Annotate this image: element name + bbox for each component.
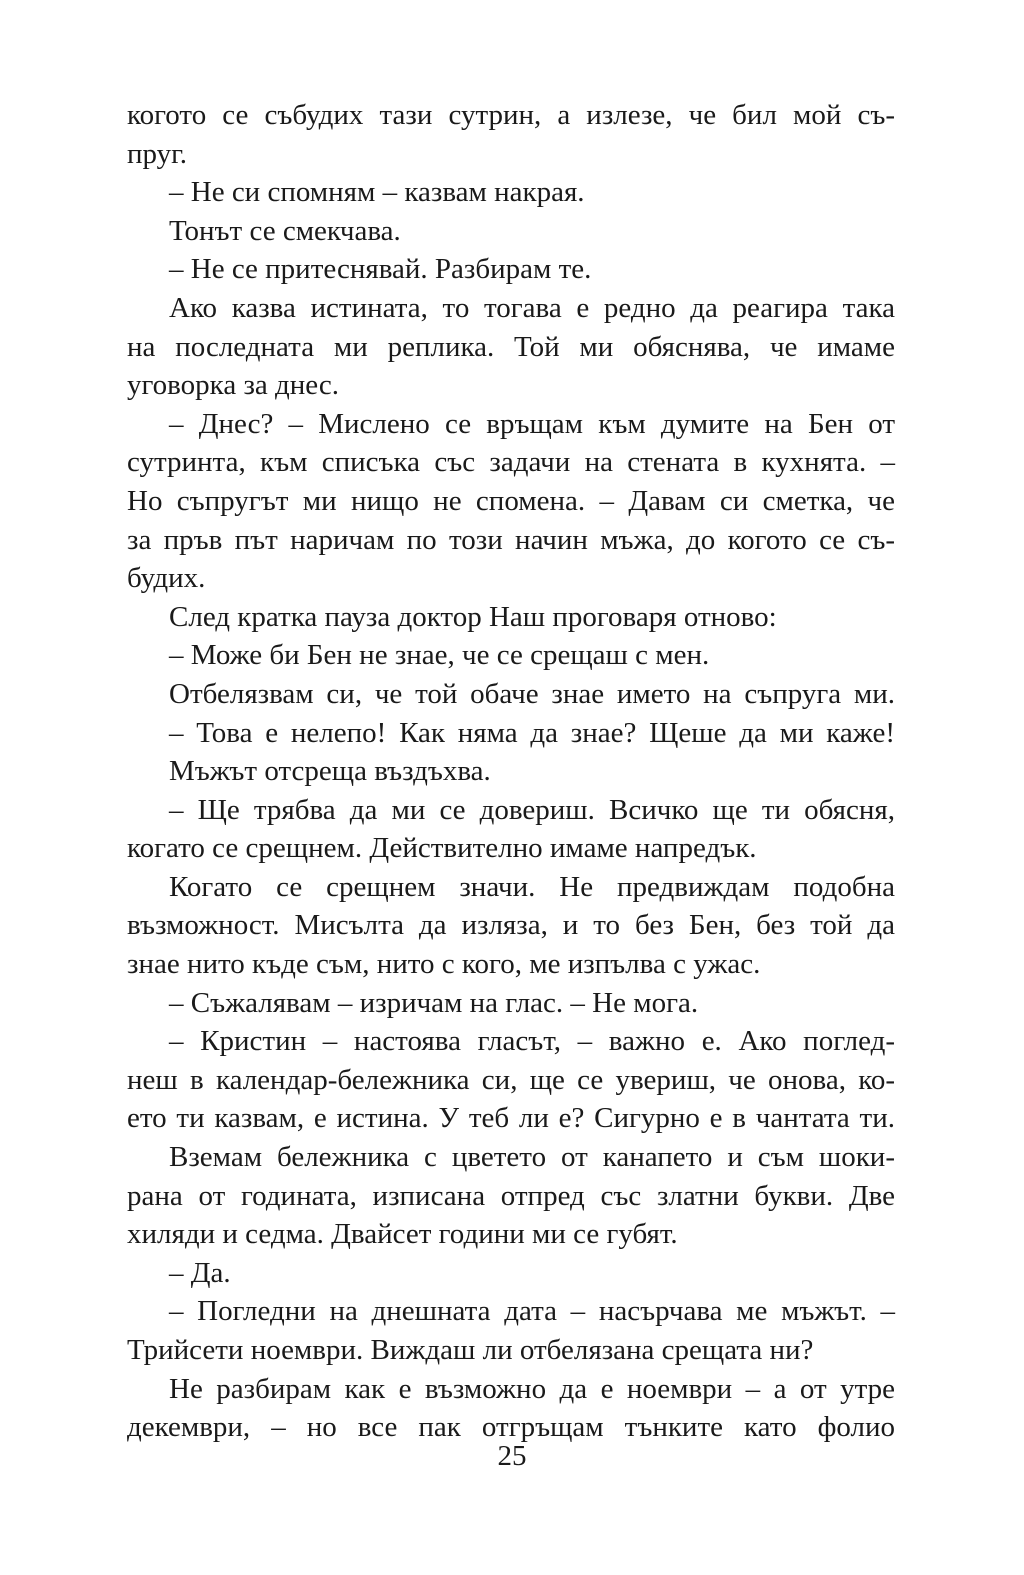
text-line: – Погледни на днешната дата – насърчава ме мъжът. – bbox=[169, 1295, 895, 1328]
text-line: – Да. bbox=[169, 1256, 231, 1289]
text-line: Мъжът отсреща въздъхва. bbox=[169, 755, 491, 788]
text-line: Когато се срещнем значи. Не предвиждам подобна bbox=[169, 870, 895, 903]
text-line: – Това е нелепо! Как няма да знае? Щеше да ми каже! bbox=[169, 716, 895, 749]
text-line: сутринта, към списъка със задачи на стената в кухнята. – bbox=[127, 446, 895, 479]
text-line: – Не си спомням – казвам накрая. bbox=[169, 176, 585, 209]
text-line: когото се събудих тази сутрин, а излезе, че бил мой съ- bbox=[127, 99, 895, 131]
text-line: Вземам бележника с цветето от канапето и съм шоки- bbox=[169, 1141, 895, 1174]
text-line: – Съжалявам – изричам на глас. – Не мога. bbox=[169, 986, 699, 1019]
text-line: уговорка за днес. bbox=[127, 369, 340, 402]
text-line: – Кристин – настоява гласът, – важно е. Ако поглед- bbox=[169, 1025, 895, 1058]
text-line: Ако казва истината, то тогава е редно да реагира така bbox=[169, 291, 895, 324]
text-line: декември, – но все пак отгръщам тънките като фолио bbox=[127, 1411, 895, 1444]
text-line: – Не се притеснявай. Разбирам те. bbox=[169, 253, 592, 286]
text-line: – Днес? – Мислено се връщам към думите на Бен от bbox=[169, 407, 895, 440]
text-line: ето ти казвам, е истина. У теб ли е? Сигурно е в чантата ти. bbox=[127, 1102, 895, 1135]
text-line: Не разбирам как е възможно да е ноември – а от утре bbox=[169, 1372, 895, 1405]
text-line: – Може би Бен не знае, че се срещаш с мен. bbox=[169, 639, 710, 672]
text-line: знае нито къде съм, нито с кого, ме изпълва с ужас. bbox=[127, 948, 761, 981]
text-line: пруг. bbox=[127, 137, 188, 170]
text-line: на последната ми реплика. Той ми обяснява, че имаме bbox=[127, 330, 895, 363]
text-line: възможност. Мисълта да изляза, и то без Бен, без той да bbox=[127, 909, 895, 942]
text-line: След кратка пауза доктор Наш проговаря отново: bbox=[169, 600, 777, 633]
text-line: – Ще трябва да ми се довериш. Всичко ще ти обясня, bbox=[169, 793, 895, 826]
text-line: хиляди и седма. Двайсет години ми се губят. bbox=[127, 1218, 678, 1251]
text-line: Но съпругът ми нищо не спомена. – Давам си сметка, че bbox=[127, 484, 895, 517]
text-line: Тонът се смекчава. bbox=[169, 214, 401, 247]
page-body bbox=[127, 96, 895, 1447]
text-line: рана от годината, изписана отпред със златни букви. Две bbox=[127, 1179, 895, 1212]
text-line: будих. bbox=[127, 562, 206, 595]
page-number: 25 bbox=[497, 1440, 527, 1472]
text-line: за пръв път наричам по този начин мъжа, до когото се съ- bbox=[127, 523, 895, 556]
text-line: когато се срещнем. Действително имаме напредък. bbox=[127, 832, 757, 865]
text-line: Трийсети ноември. Виждаш ли отбелязана срещата ни? bbox=[127, 1334, 814, 1366]
text-line: Отбелязвам си, че той обаче знае името на съпруга ми. bbox=[169, 677, 895, 710]
text-line: неш в календар-бележника си, ще се увериш, че онова, ко- bbox=[127, 1063, 895, 1096]
